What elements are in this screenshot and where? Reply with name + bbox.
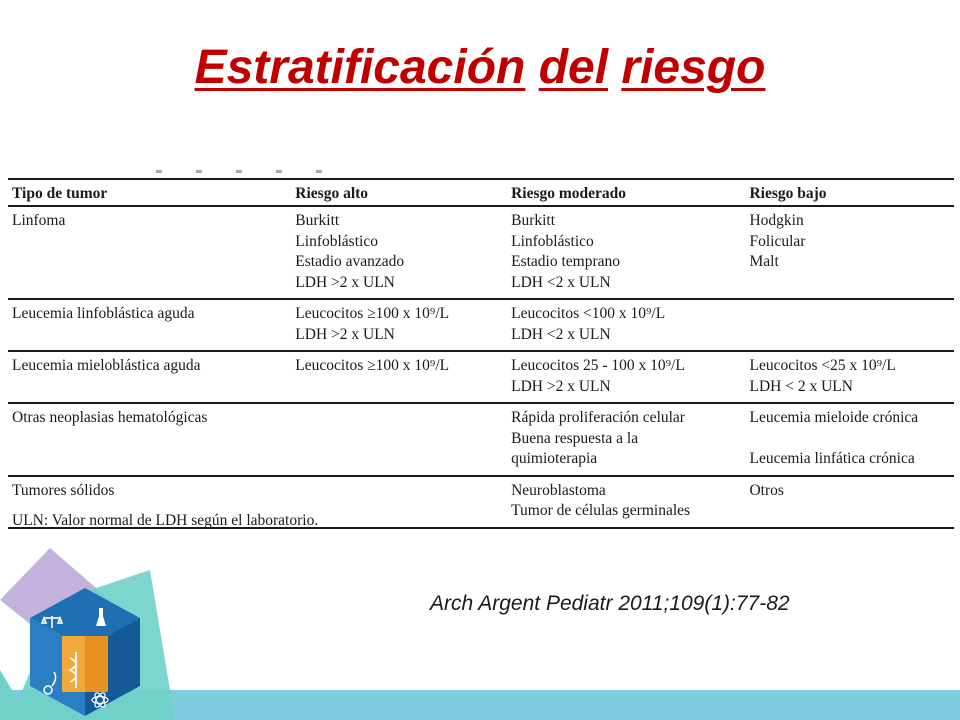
cell-line: Folicular (749, 232, 806, 250)
cell-alto (291, 476, 507, 528)
cell-line: Estadio temprano (511, 253, 621, 270)
cell-line: Leucemia mieloide crónica (749, 409, 919, 426)
title-word-2: del (538, 41, 609, 94)
cell-line: quimioterapia (511, 450, 598, 467)
cell-line: Leucocitos 25 - 100 x 10⁹/L (511, 357, 685, 374)
table-row (8, 206, 954, 299)
cell-bajo (745, 403, 954, 476)
cell-moderado (507, 351, 745, 403)
cell-line: Burkitt (511, 212, 556, 229)
cell-line: Tumor de células germinales (511, 502, 691, 519)
cell-line: Leucocitos <100 x 10⁹/L (511, 305, 666, 322)
title-word-3: riesgo (621, 41, 766, 94)
table-row (8, 299, 954, 351)
risk-table-image (6, 160, 956, 540)
table-row (8, 403, 954, 476)
table-footnote: ULN: Valor normal de LDH según el laboratorio. (12, 512, 319, 529)
cell-tumor: Leucemia mieloblástica aguda (8, 351, 291, 403)
cell-line: Linfoblástico (511, 232, 594, 250)
citation: Arch Argent Pediatr 2011;109(1):77-82 (430, 592, 790, 615)
cell-moderado (507, 299, 745, 351)
cell-alto (291, 299, 507, 351)
header-riesgo-moderado: Riesgo moderado (507, 179, 745, 206)
decorative-logo (0, 540, 200, 720)
cell-bajo (745, 206, 954, 299)
cell-tumor: Otras neoplasias hematológicas (8, 403, 291, 476)
title-word-1: Estratificación (194, 41, 526, 94)
cell-tumor: Leucemia linfoblástica aguda (8, 299, 291, 351)
cell-alto (291, 403, 507, 476)
cell-line: LDH >2 x ULN (511, 377, 611, 395)
table-row (8, 351, 954, 403)
cell-line: Malt (749, 253, 779, 270)
cell-moderado (507, 403, 745, 476)
cell-line: Leucemia linfática crónica (749, 450, 915, 467)
cell-line: Buena respuesta a la (511, 429, 639, 447)
cell-line: Otros (749, 481, 784, 499)
slide-title (0, 38, 960, 98)
cell-line: Leucocitos ≥100 x 10⁹/L (295, 357, 450, 374)
cube-center-shade (85, 636, 108, 692)
cell-tumor: Tumores sólidos (8, 476, 291, 528)
cell-line: Estadio avanzado (295, 253, 405, 270)
cell-line: Neuroblastoma (511, 481, 606, 499)
cell-line: Leucocitos ≥100 x 10⁹/L (295, 305, 450, 322)
cell-bajo (745, 476, 954, 528)
cell-bajo (745, 351, 954, 403)
cell-tumor: Linfoma (8, 206, 291, 299)
cell-line: LDH < 2 x ULN (749, 377, 853, 395)
risk-table (8, 178, 954, 529)
cell-line: Rápida proliferación celular (511, 409, 685, 426)
cell-alto (291, 351, 507, 403)
cell-alto (291, 206, 507, 299)
header-tipo-tumor: Tipo de tumor (8, 179, 291, 206)
table-header-row (8, 179, 954, 206)
cropped-caption-remnant (156, 170, 356, 173)
cell-line: Hodgkin (749, 212, 804, 229)
cell-line: LDH <2 x ULN (511, 273, 611, 291)
cell-line: Linfoblástico (295, 232, 378, 250)
header-riesgo-alto: Riesgo alto (291, 179, 507, 206)
cell-line: LDH >2 x ULN (295, 325, 395, 343)
cell-moderado (507, 476, 745, 528)
header-riesgo-bajo: Riesgo bajo (745, 179, 954, 206)
cell-bajo (745, 299, 954, 351)
cell-moderado (507, 206, 745, 299)
cell-line: LDH >2 x ULN (295, 273, 395, 291)
cell-line: LDH <2 x ULN (511, 325, 611, 343)
cell-line: Leucocitos <25 x 10⁹/L (749, 357, 896, 374)
cell-line: Burkitt (295, 212, 340, 229)
cell-spacer (749, 429, 950, 450)
